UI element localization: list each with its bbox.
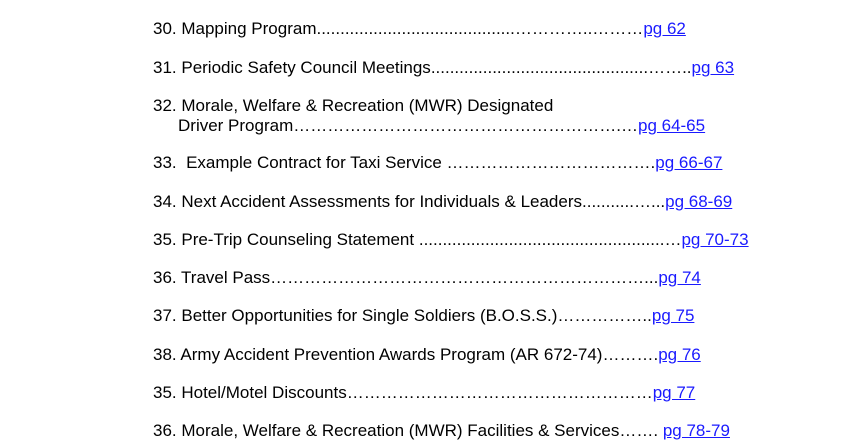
entry-title: 34. Next Accident Assessments for Individuals & Leaders — [153, 192, 583, 211]
dot-leader: ...........…... — [582, 192, 666, 211]
page-link[interactable]: pg 63 — [691, 58, 735, 77]
page-link[interactable]: pg 62 — [643, 19, 686, 38]
entry-title: 33. Example Contract for Taxi Service — [153, 153, 447, 172]
toc-entry — [153, 268, 701, 288]
toc-entry — [153, 96, 705, 136]
entry-title: 37. Better Opportunities for Single Soldiers (B.O.S.S.) — [153, 306, 558, 325]
page-link[interactable]: pg 78-79 — [662, 421, 730, 440]
page-link[interactable]: pg 75 — [651, 306, 695, 325]
entry-title-line2: Driver Program — [178, 116, 294, 135]
dot-leader: …………….. — [557, 306, 652, 325]
dot-leader: ………………………………. — [446, 153, 656, 172]
dot-leader: ……………………………………………… — [346, 383, 653, 402]
entry-title: 32. Morale, Welfare & Recreation (MWR) Designated — [153, 96, 554, 115]
entry-continuation — [153, 116, 705, 136]
toc-entry — [153, 383, 695, 403]
toc-entry — [153, 345, 701, 365]
entry-title: 36. Travel Pass — [153, 268, 271, 287]
page-link[interactable]: pg 76 — [658, 345, 701, 364]
toc-entry — [153, 306, 694, 326]
dot-leader: ..............................................…….. — [430, 58, 692, 77]
dot-leader: ....................................................… — [418, 230, 682, 249]
entry-title: 38. Army Accident Prevention Awards Program (AR 672-74) — [153, 345, 603, 364]
entry-title: 35. Hotel/Motel Discounts — [153, 383, 347, 402]
entry-title: 36. Morale, Welfare & Recreation (MWR) Facilities & Services — [153, 421, 620, 440]
toc-entry — [153, 421, 730, 441]
entry-title: 35. Pre-Trip Counseling Statement — [153, 230, 419, 249]
toc-entry — [153, 230, 749, 250]
dot-leader: ………………………………………………….… — [293, 116, 638, 135]
toc-entry — [153, 58, 734, 78]
entry-title: 31. Periodic Safety Council Meetings — [153, 58, 431, 77]
page-link[interactable]: pg 77 — [652, 383, 696, 402]
dot-leader: ………. — [602, 345, 659, 364]
page-link[interactable]: pg 74 — [658, 268, 701, 287]
page-link[interactable]: pg 66-67 — [655, 153, 723, 172]
page-link[interactable]: pg 64-65 — [637, 116, 706, 135]
toc-entry — [153, 153, 722, 173]
page-link[interactable]: pg 68-69 — [665, 192, 733, 211]
toc-entry — [153, 19, 686, 39]
dot-leader: ……. — [619, 421, 663, 440]
dot-leader: ..........................................…………..……… — [316, 19, 644, 38]
page-link[interactable]: pg 70-73 — [681, 230, 749, 249]
dot-leader: …………………………………………………………... — [270, 268, 659, 287]
entry-title: 30. Mapping Program — [153, 19, 317, 38]
toc-entry — [153, 192, 732, 212]
